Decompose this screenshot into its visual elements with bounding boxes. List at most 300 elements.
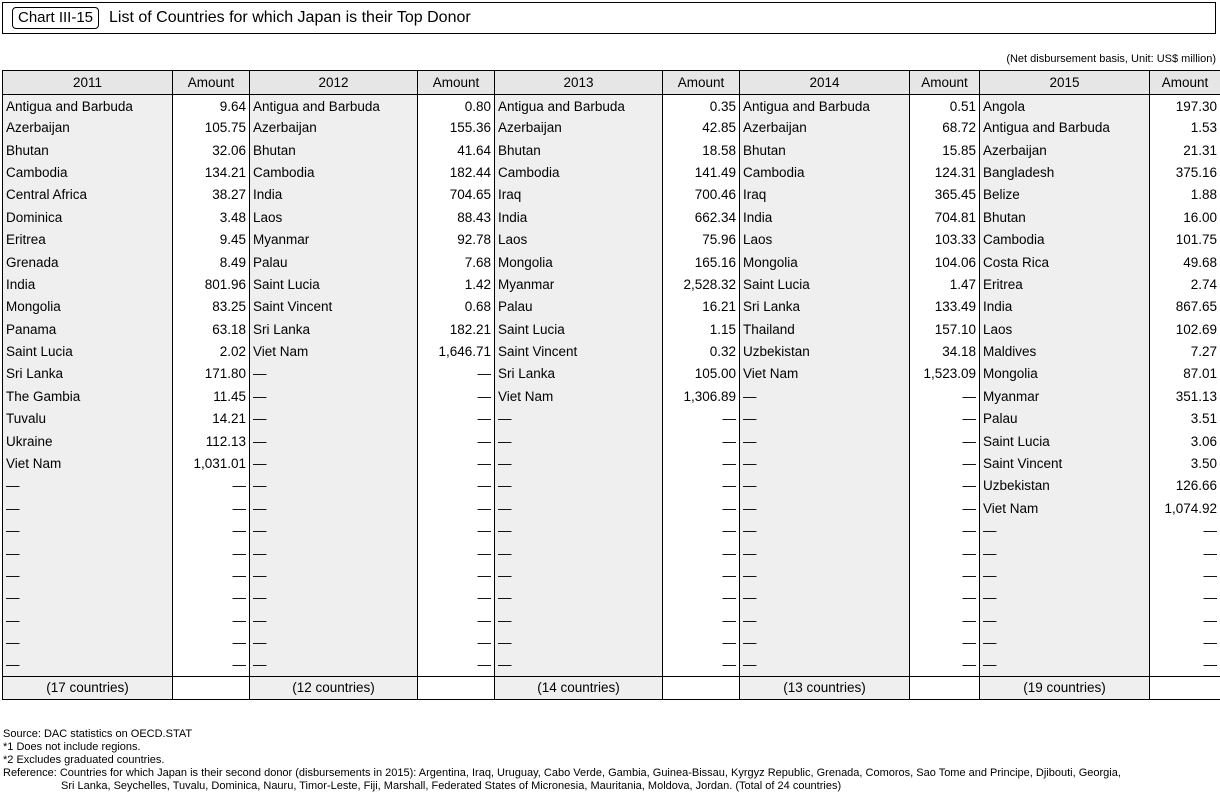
country-count: (17 countries) <box>3 677 173 699</box>
count-blank-cell <box>173 677 250 699</box>
amount-cell: — <box>418 430 495 452</box>
country-cell: Sri Lanka <box>3 363 173 385</box>
country-cell: — <box>740 386 910 408</box>
amount-cell: — <box>910 453 980 475</box>
amount-header: Amount <box>663 71 740 95</box>
country-cell: — <box>495 408 663 430</box>
amount-cell: — <box>173 542 250 564</box>
amount-cell: — <box>418 408 495 430</box>
amount-cell: — <box>910 610 980 632</box>
country-cell: — <box>495 453 663 475</box>
year-header: 2012 <box>250 71 418 95</box>
country-cell: — <box>3 498 173 520</box>
country-cell: — <box>250 542 418 564</box>
country-cell: Azerbaijan <box>740 117 910 139</box>
country-cell: Antigua and Barbuda <box>250 95 418 118</box>
chart-title: List of Countries for which Japan is their Top Donor <box>109 9 471 26</box>
country-cell: Viet Nam <box>495 386 663 408</box>
amount-cell: 2.74 <box>1150 274 1220 296</box>
amount-cell: 0.51 <box>910 95 980 118</box>
amount-cell: 182.44 <box>418 162 495 184</box>
count-blank-cell <box>910 677 980 699</box>
table-row <box>3 341 1220 363</box>
amount-cell: 75.96 <box>663 229 740 251</box>
country-cell: — <box>495 520 663 542</box>
country-cell: Saint Lucia <box>740 274 910 296</box>
amount-cell: — <box>173 654 250 676</box>
table-row <box>3 139 1220 161</box>
reference-note: Reference: Countries for which Japan is their second donor (disbursements in 2015): Argentina, Iraq, Uruguay, Cabo Verde, Gambia, Guinea-Bissau, Kyrgyz Republic, Grenada, Comoros, Sao Tome and Principe, Djibouti, Georgia, <box>3 767 1121 779</box>
amount-cell: 15.85 <box>910 139 980 161</box>
country-cell: India <box>3 274 173 296</box>
amount-cell: — <box>173 587 250 609</box>
amount-cell: — <box>1150 632 1220 654</box>
amount-cell: — <box>910 408 980 430</box>
country-cell: Cambodia <box>250 162 418 184</box>
amount-cell: — <box>173 498 250 520</box>
amount-cell: — <box>663 475 740 497</box>
amount-cell: 14.21 <box>173 408 250 430</box>
country-cell: — <box>495 587 663 609</box>
country-cell: — <box>495 565 663 587</box>
amount-cell: 1,523.09 <box>910 363 980 385</box>
amount-cell: 700.46 <box>663 184 740 206</box>
country-cell: — <box>495 430 663 452</box>
country-cell: India <box>250 184 418 206</box>
country-cell: — <box>740 453 910 475</box>
country-cell: — <box>980 632 1150 654</box>
country-cell: Bhutan <box>740 139 910 161</box>
amount-cell: 88.43 <box>418 207 495 229</box>
amount-cell: 103.33 <box>910 229 980 251</box>
country-cell: Mongolia <box>980 363 1150 385</box>
country-cell: — <box>740 408 910 430</box>
amount-cell: — <box>173 520 250 542</box>
table-row <box>3 117 1220 139</box>
country-cell: Myanmar <box>980 386 1150 408</box>
country-cell: Sri Lanka <box>495 363 663 385</box>
table-row <box>3 453 1220 475</box>
country-cell: Antigua and Barbuda <box>3 95 173 118</box>
amount-cell: 68.72 <box>910 117 980 139</box>
amount-cell: — <box>173 565 250 587</box>
amount-cell: — <box>1150 520 1220 542</box>
country-cell: Ukraine <box>3 430 173 452</box>
amount-cell: 182.21 <box>418 319 495 341</box>
count-blank-cell <box>1150 677 1220 699</box>
amount-cell: — <box>418 386 495 408</box>
footnote-2: *2 Excludes graduated countries. <box>3 754 165 766</box>
country-cell: Uzbekistan <box>980 475 1150 497</box>
country-cell: India <box>980 296 1150 318</box>
country-cell: Maldives <box>980 341 1150 363</box>
amount-cell: 801.96 <box>173 274 250 296</box>
country-cell: — <box>495 610 663 632</box>
country-cell: — <box>3 610 173 632</box>
unit-note: (Net disbursement basis, Unit: US$ million) <box>1006 53 1216 65</box>
country-cell: — <box>740 520 910 542</box>
country-cell: Central Africa <box>3 184 173 206</box>
country-cell: — <box>495 654 663 676</box>
amount-cell: 133.49 <box>910 296 980 318</box>
amount-cell: 1.47 <box>910 274 980 296</box>
amount-header: Amount <box>1150 71 1220 95</box>
country-cell: Grenada <box>3 251 173 273</box>
country-cell: Azerbaijan <box>250 117 418 139</box>
table-row <box>3 274 1220 296</box>
amount-cell: 41.64 <box>418 139 495 161</box>
country-cell: Eritrea <box>980 274 1150 296</box>
table-row <box>3 408 1220 430</box>
amount-cell: 375.16 <box>1150 162 1220 184</box>
amount-cell: — <box>910 386 980 408</box>
country-cell: — <box>250 408 418 430</box>
amount-cell: 0.32 <box>663 341 740 363</box>
amount-cell: — <box>418 498 495 520</box>
amount-cell: 3.06 <box>1150 430 1220 452</box>
country-cell: — <box>740 587 910 609</box>
country-cell: Iraq <box>495 184 663 206</box>
amount-cell: — <box>663 542 740 564</box>
country-cell: — <box>980 565 1150 587</box>
country-cell: Palau <box>980 408 1150 430</box>
country-cell: — <box>250 363 418 385</box>
amount-cell: 2,528.32 <box>663 274 740 296</box>
amount-cell: 7.27 <box>1150 341 1220 363</box>
amount-cell: 104.06 <box>910 251 980 273</box>
country-cell: Eritrea <box>3 229 173 251</box>
country-cell: — <box>980 654 1150 676</box>
amount-cell: 42.85 <box>663 117 740 139</box>
count-blank-cell <box>418 677 495 699</box>
amount-cell: 0.35 <box>663 95 740 118</box>
amount-cell: — <box>418 610 495 632</box>
amount-cell: 11.45 <box>173 386 250 408</box>
amount-cell: 87.01 <box>1150 363 1220 385</box>
header-row <box>3 71 1220 95</box>
country-cell: — <box>980 587 1150 609</box>
country-cell: India <box>740 207 910 229</box>
amount-cell: — <box>663 453 740 475</box>
country-cell: Bangladesh <box>980 162 1150 184</box>
country-cell: Laos <box>740 229 910 251</box>
country-cell: Cambodia <box>495 162 663 184</box>
amount-cell: — <box>663 430 740 452</box>
amount-cell: 83.25 <box>173 296 250 318</box>
country-cell: Saint Vincent <box>250 296 418 318</box>
table-row <box>3 520 1220 542</box>
country-cell: Cambodia <box>740 162 910 184</box>
amount-cell: — <box>418 632 495 654</box>
country-cell: Myanmar <box>495 274 663 296</box>
country-cell: Iraq <box>740 184 910 206</box>
country-cell: — <box>495 542 663 564</box>
country-cell: Palau <box>495 296 663 318</box>
country-cell: Viet Nam <box>980 498 1150 520</box>
amount-cell: 101.75 <box>1150 229 1220 251</box>
amount-cell: 16.00 <box>1150 207 1220 229</box>
country-cell: Bhutan <box>495 139 663 161</box>
table-row <box>3 498 1220 520</box>
table-row <box>3 587 1220 609</box>
amount-cell: — <box>910 520 980 542</box>
country-cell: Panama <box>3 319 173 341</box>
amount-cell: 105.75 <box>173 117 250 139</box>
amount-cell: 3.50 <box>1150 453 1220 475</box>
amount-cell: — <box>910 498 980 520</box>
amount-cell: 704.65 <box>418 184 495 206</box>
amount-cell: 365.45 <box>910 184 980 206</box>
table-row <box>3 229 1220 251</box>
amount-cell: — <box>1150 587 1220 609</box>
country-cell: — <box>250 610 418 632</box>
country-cell: — <box>250 654 418 676</box>
country-cell: Saint Vincent <box>980 453 1150 475</box>
table-row <box>3 162 1220 184</box>
table-row <box>3 363 1220 385</box>
country-cell: — <box>3 475 173 497</box>
amount-cell: 155.36 <box>418 117 495 139</box>
country-count: (14 countries) <box>495 677 663 699</box>
country-cell: — <box>250 386 418 408</box>
amount-cell: 49.68 <box>1150 251 1220 273</box>
amount-cell: 3.51 <box>1150 408 1220 430</box>
amount-cell: 141.49 <box>663 162 740 184</box>
country-cell: Mongolia <box>3 296 173 318</box>
amount-cell: 351.13 <box>1150 386 1220 408</box>
amount-cell: — <box>663 610 740 632</box>
country-cell: — <box>980 542 1150 564</box>
amount-cell: — <box>910 654 980 676</box>
country-cell: The Gambia <box>3 386 173 408</box>
country-cell: Sri Lanka <box>740 296 910 318</box>
amount-cell: 171.80 <box>173 363 250 385</box>
country-cell: Cambodia <box>3 162 173 184</box>
country-cell: Viet Nam <box>740 363 910 385</box>
table-row <box>3 296 1220 318</box>
amount-cell: — <box>663 565 740 587</box>
country-cell: — <box>740 542 910 564</box>
amount-cell: 197.30 <box>1150 95 1220 118</box>
country-cell: Thailand <box>740 319 910 341</box>
country-cell: — <box>740 654 910 676</box>
amount-cell: 18.58 <box>663 139 740 161</box>
amount-cell: — <box>418 453 495 475</box>
chart-title-box <box>2 2 1216 34</box>
table-row <box>3 184 1220 206</box>
amount-cell: — <box>1150 565 1220 587</box>
amount-cell: — <box>418 542 495 564</box>
amount-cell: — <box>663 632 740 654</box>
country-cell: Belize <box>980 184 1150 206</box>
amount-header: Amount <box>910 71 980 95</box>
amount-cell: 1,031.01 <box>173 453 250 475</box>
country-cell: Mongolia <box>495 251 663 273</box>
country-cell: Saint Lucia <box>980 430 1150 452</box>
country-cell: Myanmar <box>250 229 418 251</box>
country-cell: — <box>250 587 418 609</box>
country-cell: Viet Nam <box>3 453 173 475</box>
table-row <box>3 475 1220 497</box>
amount-cell: — <box>910 430 980 452</box>
country-cell: — <box>250 453 418 475</box>
amount-cell: 21.31 <box>1150 139 1220 161</box>
country-cell: — <box>3 587 173 609</box>
amount-cell: — <box>663 408 740 430</box>
country-cell: Bhutan <box>250 139 418 161</box>
country-cell: — <box>250 565 418 587</box>
country-cell: — <box>740 565 910 587</box>
amount-header: Amount <box>418 71 495 95</box>
country-cell: Antigua and Barbuda <box>495 95 663 118</box>
amount-cell: 704.81 <box>910 207 980 229</box>
country-cell: — <box>740 430 910 452</box>
country-cell: — <box>250 475 418 497</box>
country-cell: — <box>495 475 663 497</box>
notes <box>3 728 1217 793</box>
country-cell: — <box>3 542 173 564</box>
table-row <box>3 319 1220 341</box>
amount-cell: — <box>418 363 495 385</box>
source-note: Source: DAC statistics on OECD.STAT <box>3 728 193 740</box>
amount-cell: — <box>910 632 980 654</box>
amount-cell: — <box>910 587 980 609</box>
amount-cell: — <box>418 520 495 542</box>
country-cell: Azerbaijan <box>495 117 663 139</box>
amount-cell: — <box>173 475 250 497</box>
amount-cell: — <box>663 654 740 676</box>
amount-header: Amount <box>173 71 250 95</box>
country-cell: — <box>740 610 910 632</box>
amount-cell: 112.13 <box>173 430 250 452</box>
country-cell: Saint Lucia <box>495 319 663 341</box>
country-cell: — <box>495 498 663 520</box>
amount-cell: — <box>173 610 250 632</box>
country-cell: — <box>740 498 910 520</box>
country-cell: Uzbekistan <box>740 341 910 363</box>
amount-cell: 8.49 <box>173 251 250 273</box>
footnote-1: *1 Does not include regions. <box>3 741 141 753</box>
amount-cell: 0.68 <box>418 296 495 318</box>
amount-cell: 126.66 <box>1150 475 1220 497</box>
amount-cell: 16.21 <box>663 296 740 318</box>
country-cell: Bhutan <box>3 139 173 161</box>
year-header: 2014 <box>740 71 910 95</box>
table-row <box>3 610 1220 632</box>
amount-cell: — <box>910 475 980 497</box>
country-cell: Cambodia <box>980 229 1150 251</box>
country-cell: Saint Vincent <box>495 341 663 363</box>
country-cell: Saint Lucia <box>3 341 173 363</box>
country-cell: Saint Lucia <box>250 274 418 296</box>
amount-cell: 165.16 <box>663 251 740 273</box>
country-cell: Laos <box>495 229 663 251</box>
country-cell: Tuvalu <box>3 408 173 430</box>
amount-cell: — <box>173 632 250 654</box>
amount-cell: 2.02 <box>173 341 250 363</box>
table-row <box>3 386 1220 408</box>
reference-note-continued: Sri Lanka, Seychelles, Tuvalu, Dominica, Nauru, Timor-Leste, Fiji, Marshall, Federated States of Micronesia, Mauritania, Moldova, Jordan. (Total of 24 countries) <box>61 780 842 792</box>
amount-cell: 9.45 <box>173 229 250 251</box>
country-count: (12 countries) <box>250 677 418 699</box>
country-cell: Antigua and Barbuda <box>740 95 910 118</box>
totals-row <box>3 677 1220 699</box>
country-cell: Laos <box>250 207 418 229</box>
country-cell: — <box>3 565 173 587</box>
country-count: (13 countries) <box>740 677 910 699</box>
country-cell: Azerbaijan <box>3 117 173 139</box>
country-cell: — <box>250 430 418 452</box>
country-cell: — <box>250 498 418 520</box>
table-row <box>3 207 1220 229</box>
country-cell: Viet Nam <box>250 341 418 363</box>
amount-cell: 662.34 <box>663 207 740 229</box>
amount-cell: — <box>663 587 740 609</box>
amount-cell: 867.65 <box>1150 296 1220 318</box>
country-cell: Dominica <box>3 207 173 229</box>
amount-cell: 1,646.71 <box>418 341 495 363</box>
country-cell: Laos <box>980 319 1150 341</box>
country-cell: Angola <box>980 95 1150 118</box>
donor-table <box>2 70 1220 700</box>
amount-cell: 63.18 <box>173 319 250 341</box>
amount-cell: — <box>663 498 740 520</box>
year-header: 2011 <box>3 71 173 95</box>
country-cell: — <box>250 632 418 654</box>
country-cell: — <box>980 520 1150 542</box>
country-cell: — <box>3 654 173 676</box>
country-cell: Palau <box>250 251 418 273</box>
amount-cell: 102.69 <box>1150 319 1220 341</box>
amount-cell: 7.68 <box>418 251 495 273</box>
table-row <box>3 251 1220 273</box>
amount-cell: 1,306.89 <box>663 386 740 408</box>
amount-cell: 1.15 <box>663 319 740 341</box>
amount-cell: 105.00 <box>663 363 740 385</box>
amount-cell: 34.18 <box>910 341 980 363</box>
country-cell: Costa Rica <box>980 251 1150 273</box>
table-row <box>3 654 1220 676</box>
country-cell: India <box>495 207 663 229</box>
country-cell: — <box>3 632 173 654</box>
table-row <box>3 95 1220 118</box>
amount-cell: 9.64 <box>173 95 250 118</box>
amount-cell: 1.53 <box>1150 117 1220 139</box>
amount-cell: — <box>1150 610 1220 632</box>
amount-cell: 134.21 <box>173 162 250 184</box>
amount-cell: — <box>418 654 495 676</box>
country-cell: Azerbaijan <box>980 139 1150 161</box>
amount-cell: 1.88 <box>1150 184 1220 206</box>
country-cell: — <box>495 632 663 654</box>
year-header: 2013 <box>495 71 663 95</box>
country-count: (19 countries) <box>980 677 1150 699</box>
table-row <box>3 565 1220 587</box>
chart-number-label: Chart III-15 <box>12 7 99 29</box>
amount-cell: 38.27 <box>173 184 250 206</box>
year-header: 2015 <box>980 71 1150 95</box>
amount-cell: — <box>910 542 980 564</box>
table-row <box>3 632 1220 654</box>
amount-cell: 124.31 <box>910 162 980 184</box>
amount-cell: 3.48 <box>173 207 250 229</box>
table-row <box>3 542 1220 564</box>
country-cell: — <box>3 520 173 542</box>
amount-cell: 1,074.92 <box>1150 498 1220 520</box>
amount-cell: 157.10 <box>910 319 980 341</box>
count-blank-cell <box>663 677 740 699</box>
amount-cell: 0.80 <box>418 95 495 118</box>
